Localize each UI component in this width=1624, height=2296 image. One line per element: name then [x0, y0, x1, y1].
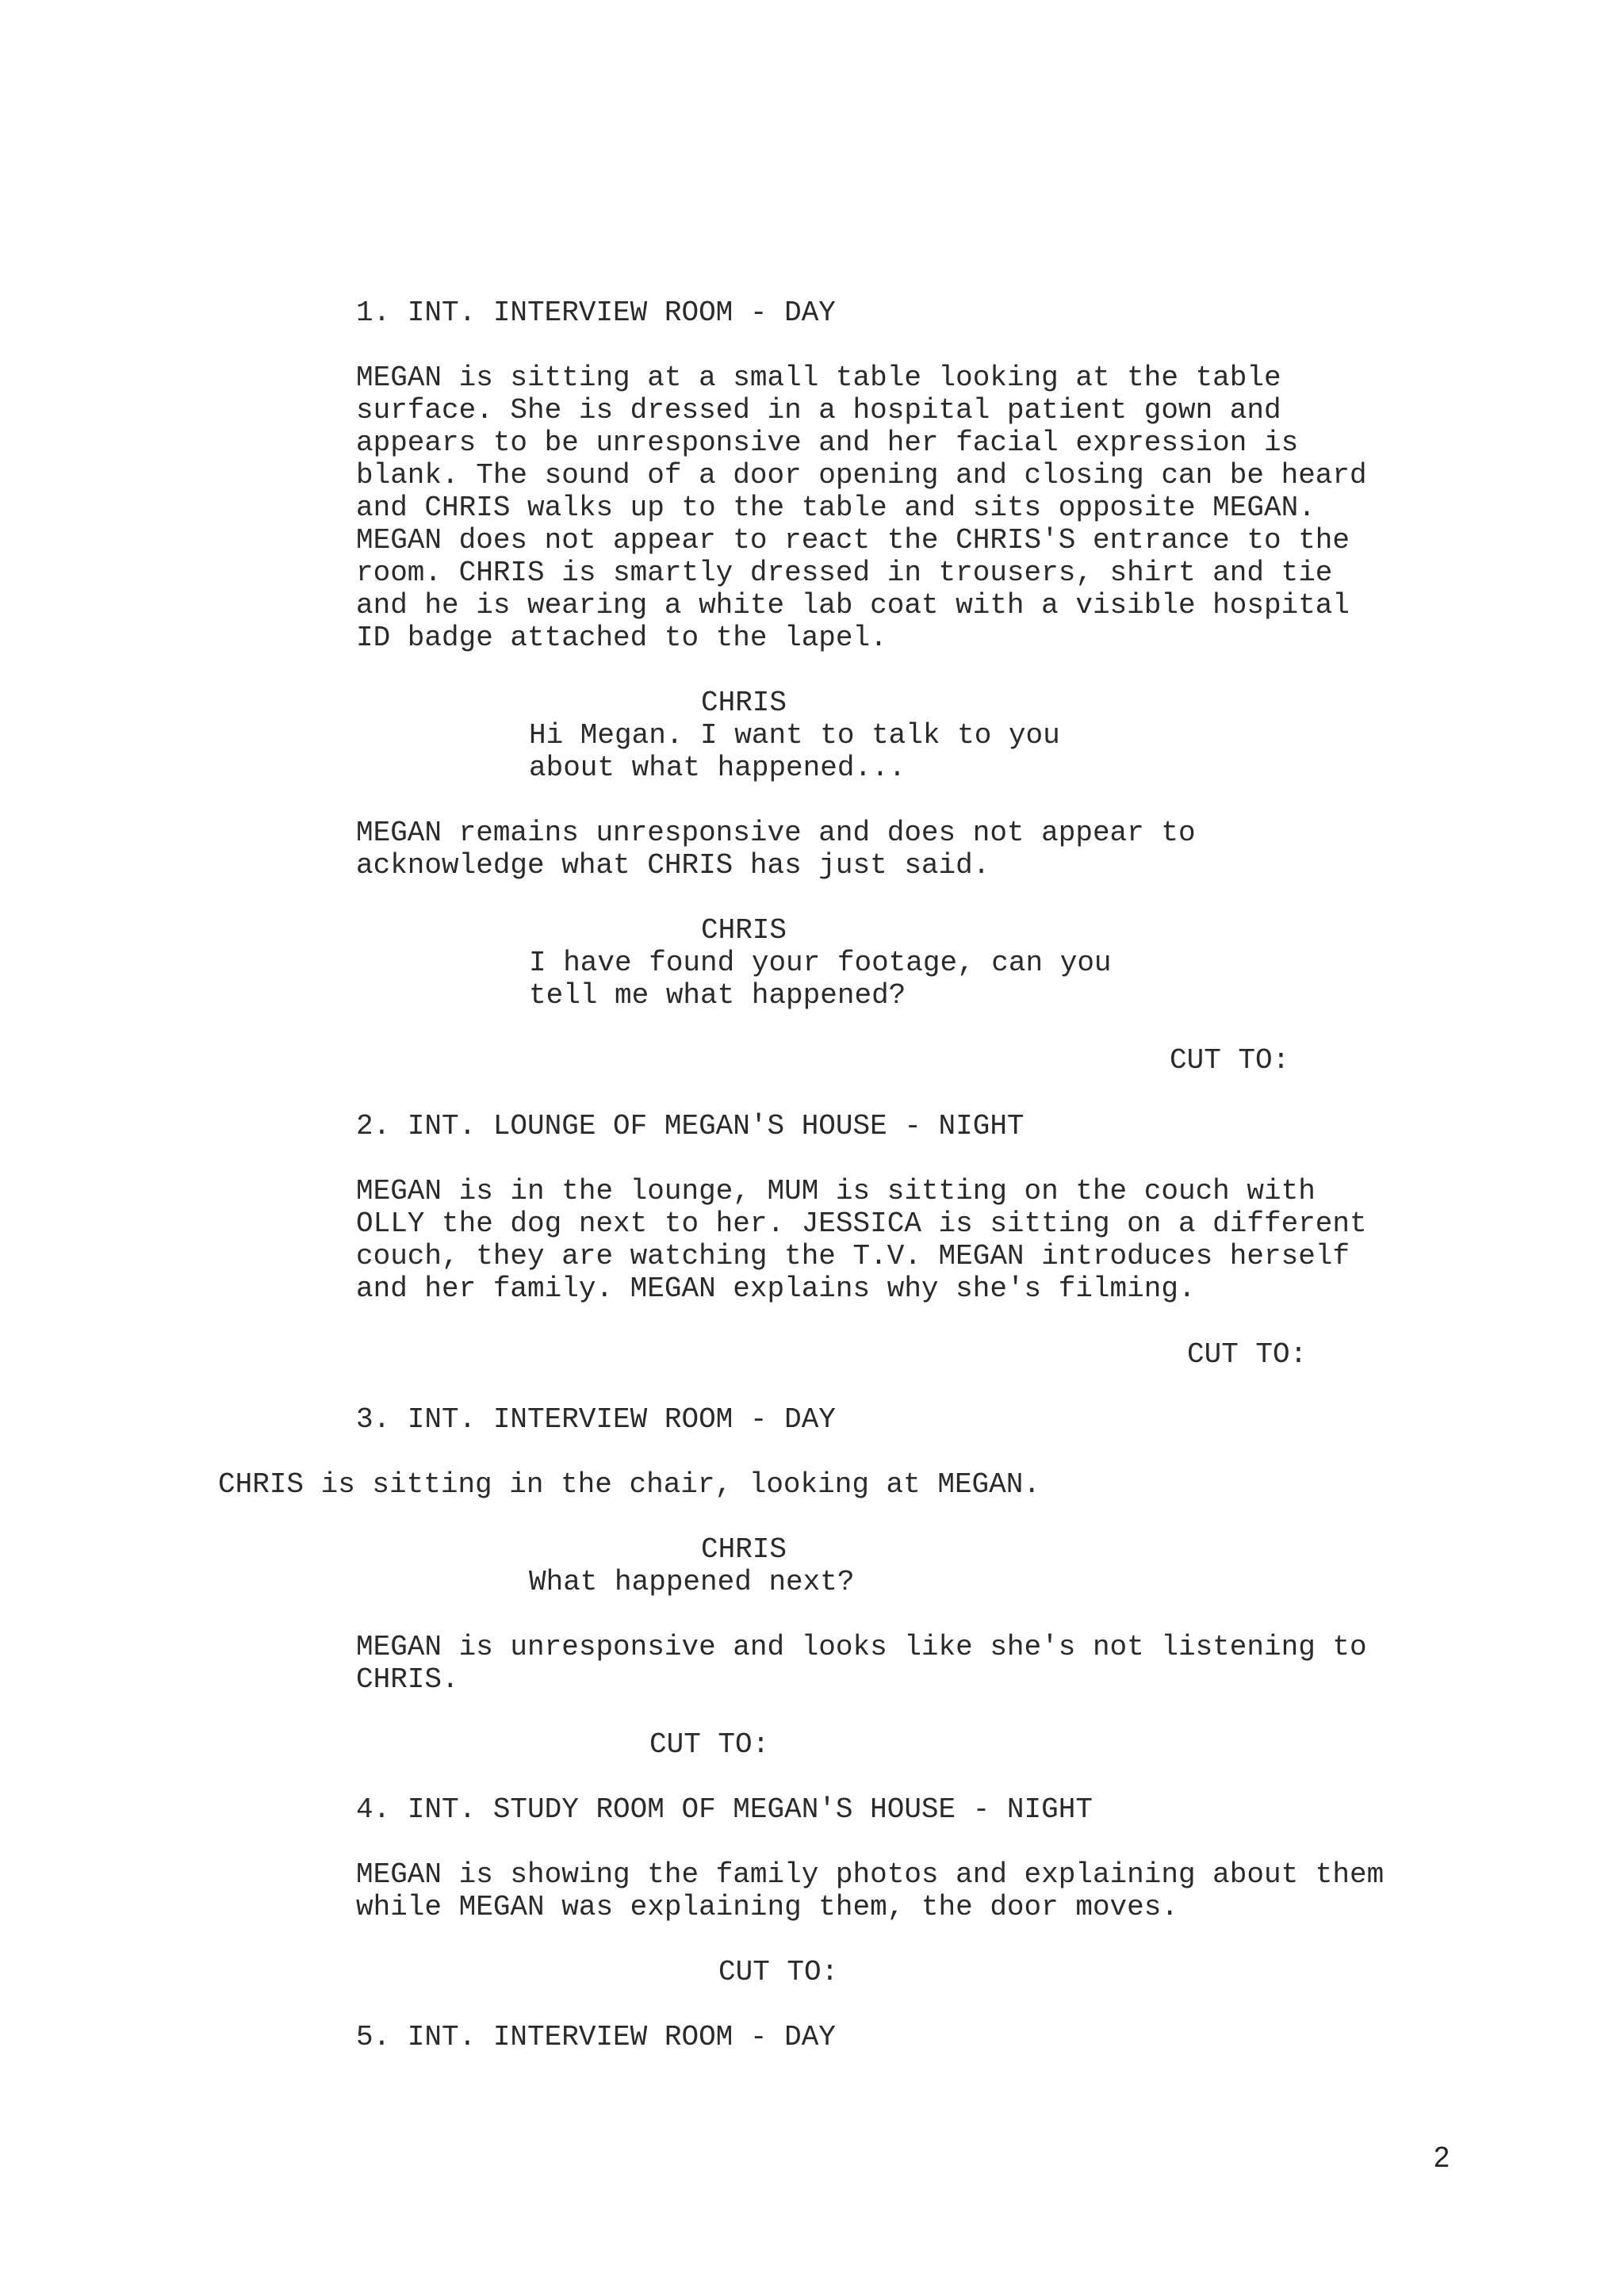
- action-line: CHRIS.: [356, 1663, 459, 1696]
- action-line: room. CHRIS is smartly dressed in trousers, shirt and tie: [356, 557, 1333, 589]
- action-line: OLLY the dog next to her. JESSICA is sitting on a different: [356, 1207, 1367, 1240]
- action-line: blank. The sound of a door opening and closing can be heard: [356, 459, 1367, 492]
- scene-heading: 3. INT. INTERVIEW ROOM - DAY: [356, 1403, 836, 1436]
- dialogue-line: What happened next?: [529, 1566, 855, 1598]
- page-number: 2: [1434, 2141, 1450, 2173]
- dialogue-line: about what happened...: [529, 752, 906, 784]
- scene-heading: 2. INT. LOUNGE OF MEGAN'S HOUSE - NIGHT: [356, 1110, 1025, 1142]
- action-line: while MEGAN was explaining them, the door moves.: [356, 1891, 1178, 1923]
- action-line: MEGAN is showing the family photos and explaining about them: [356, 1858, 1385, 1891]
- action-line: MEGAN is unresponsive and looks like she's not listening to: [356, 1631, 1367, 1663]
- action-line: and he is wearing a white lab coat with a visible hospital: [356, 589, 1350, 622]
- action-line: MEGAN is in the lounge, MUM is sitting on the couch with: [356, 1175, 1316, 1207]
- transition: CUT TO:: [1170, 1044, 1290, 1077]
- character-name: CHRIS: [701, 1533, 787, 1566]
- action-line: MEGAN remains unresponsive and does not appear to: [356, 817, 1196, 849]
- scene-heading: 4. INT. STUDY ROOM OF MEGAN'S HOUSE - NIGHT: [356, 1793, 1093, 1826]
- character-name: CHRIS: [701, 687, 787, 719]
- action-line: acknowledge what CHRIS has just said.: [356, 849, 990, 882]
- action-line: couch, they are watching the T.V. MEGAN introduces herself: [356, 1240, 1350, 1272]
- action-line: ID badge attached to the lapel.: [356, 622, 887, 654]
- scene-heading: 1. INT. INTERVIEW ROOM - DAY: [356, 297, 836, 329]
- action-line: and her family. MEGAN explains why she's filming.: [356, 1272, 1196, 1305]
- dialogue-line: tell me what happened?: [529, 979, 906, 1012]
- action-line: CHRIS is sitting in the chair, looking at MEGAN.: [218, 1468, 1040, 1501]
- action-line: surface. She is dressed in a hospital patient gown and: [356, 394, 1281, 427]
- transition: CUT TO:: [718, 1956, 839, 1988]
- scene-heading: 5. INT. INTERVIEW ROOM - DAY: [356, 2021, 836, 2053]
- transition: CUT TO:: [1187, 1338, 1308, 1371]
- dialogue-line: I have found your footage, can you: [529, 947, 1112, 979]
- action-line: MEGAN is sitting at a small table looking at the table: [356, 362, 1281, 394]
- action-line: MEGAN does not appear to react the CHRIS'S entrance to the: [356, 524, 1350, 557]
- dialogue-line: Hi Megan. I want to talk to you: [529, 719, 1060, 752]
- character-name: CHRIS: [701, 914, 787, 947]
- action-line: appears to be unresponsive and her facial expression is: [356, 427, 1299, 459]
- action-line: and CHRIS walks up to the table and sits opposite MEGAN.: [356, 492, 1316, 524]
- transition: CUT TO:: [649, 1728, 770, 1761]
